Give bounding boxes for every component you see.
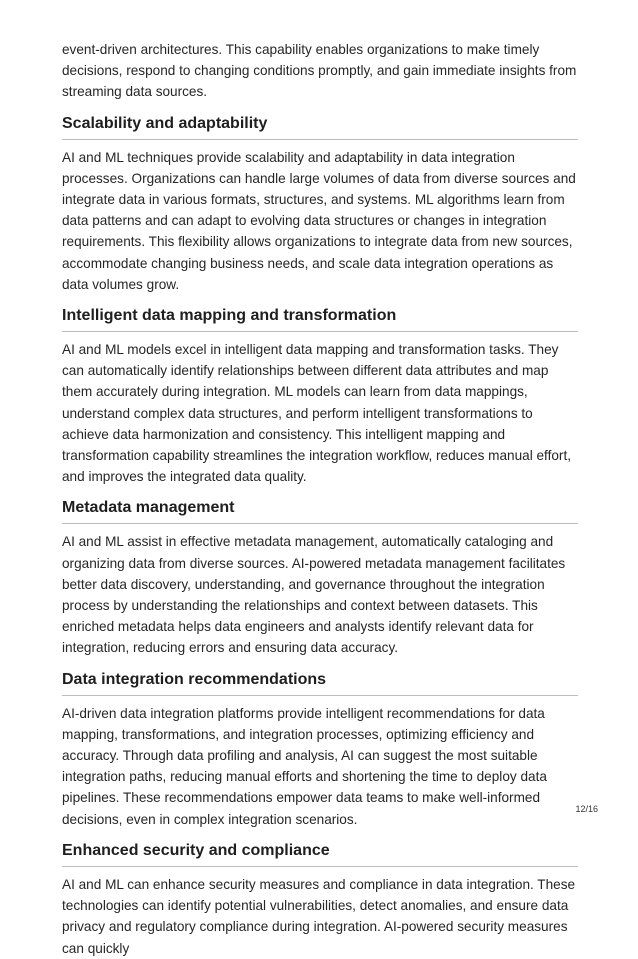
section-recommendations	[62, 669, 578, 830]
section-heading: Enhanced security and compliance	[62, 840, 578, 867]
section-heading: Scalability and adaptability	[62, 113, 578, 140]
section-paragraph: AI and ML assist in effective metadata management, automatically cataloging and organizing data from diverse sources. AI-powered metadata management facilitates better data discovery, understanding, and governance throughout the integration process by understanding the relationships and context between datasets. This enriched metadata helps data engineers and analysts identify relevant data for integration, reducing errors and ensuring data accuracy.	[62, 534, 566, 656]
section-heading: Intelligent data mapping and transformation	[62, 305, 578, 332]
section-scalability	[62, 113, 578, 295]
section-paragraph: AI and ML models excel in intelligent data mapping and transformation tasks. They can automatically identify relationships between different data attributes and map them accurately during integration. ML models can learn from data mappings, understand complex data structures, and perform intelligent transformations to achieve data harmonization and consistency. This intelligent mapping and transformation capability streamlines the integration workflow, reduces manual effort, and improves the integrated data quality.	[62, 342, 572, 485]
section-security	[62, 840, 578, 959]
section-paragraph: AI-driven data integration platforms provide intelligent recommendations for data mapping, transformations, and integration processes, optimizing efficiency and accuracy. Through data profiling and analysis, AI can suggest the most suitable integration paths, reducing manual efforts and shortening the time to deploy data pipelines. These recommendations empower data teams to make well-informed decisions, even in complex integration scenarios.	[62, 705, 547, 827]
page-number: 12/16	[575, 804, 598, 814]
section-heading: Metadata management	[62, 497, 578, 524]
section-paragraph: AI and ML can enhance security measures and compliance in data integration. These technologies can identify potential vulnerabilities, detect anomalies, and ensure data privacy and regulatory compliance during integration. AI-powered security measures can quickly	[62, 876, 576, 956]
section-paragraph: AI and ML techniques provide scalability and adaptability in data integration processes. Organizations can handle large volumes of data from diverse sources and integrate data in various formats, structures, and systems. ML algorithms learn from data patterns and can adapt to evolving data structures or changes in integration requirements. This flexibility allows organizations to integrate data from new sources, accommodate changing business needs, and scale data integration operations as data volumes grow.	[62, 149, 576, 292]
intro-paragraph: event-driven architectures. This capability enables organizations to make timely decisions, respond to changing conditions promptly, and gain immediate insights from streaming data sources.	[62, 42, 577, 100]
section-metadata	[62, 497, 578, 658]
document-body	[62, 39, 578, 959]
section-heading: Data integration recommendations	[62, 669, 578, 696]
section-data-mapping	[62, 305, 578, 487]
